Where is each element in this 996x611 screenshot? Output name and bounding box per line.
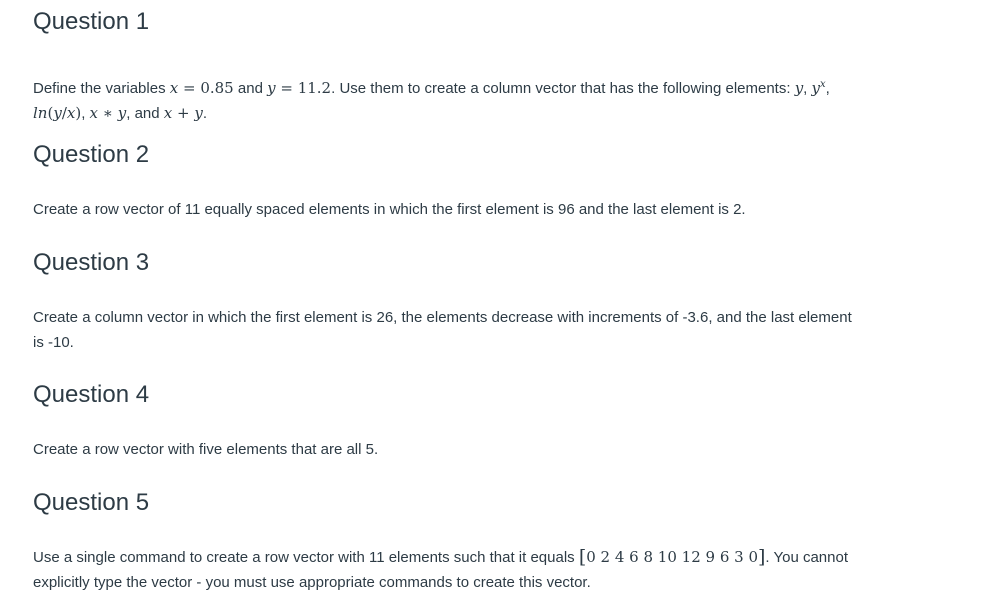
q5-bracket-close: ]	[758, 546, 766, 568]
q1-sum-op: +	[172, 104, 195, 122]
q1-paren-close: )	[75, 104, 82, 122]
q1-ln-x: x	[66, 104, 76, 122]
q5-text-part: Use a single command to create a row vector with 11 elements such that it equals	[33, 549, 579, 566]
question-2-title: Question 2	[33, 141, 150, 168]
q5-bracket-open: [	[578, 546, 587, 568]
q1-math-eq-2: =	[275, 79, 298, 97]
q1-math-y-value: 11.2	[297, 79, 332, 97]
question-4-title: Question 4	[33, 381, 150, 408]
q1-comma-2: ,	[825, 80, 830, 97]
q1-math-y: y	[267, 79, 276, 97]
q1-sum-y: y	[194, 104, 203, 122]
q1-math-x-value: 0.85	[200, 79, 234, 97]
q1-math-x: x	[169, 79, 179, 97]
question-5	[33, 489, 893, 595]
question-4	[33, 381, 893, 462]
q1-prod-op: ∗	[98, 104, 118, 122]
q1-ln-slash: /	[61, 104, 67, 122]
question-3	[33, 249, 893, 355]
question-1-text	[33, 72, 893, 126]
q1-math-eq: =	[178, 79, 201, 97]
question-5-text	[33, 545, 883, 595]
q1-comma: ,	[803, 80, 812, 97]
q1-ln-y: y	[53, 104, 62, 122]
q1-elem-y: y	[794, 79, 804, 97]
q1-comma-3: ,	[81, 105, 90, 122]
question-3-text: Create a column vector in which the first element is 26, the elements decrease with increments of -3.6, and the last element is -10.	[33, 309, 852, 351]
question-2-text: Create a row vector of 11 equally spaced elements in which the first element is 96 and the last element is 2.	[33, 201, 746, 218]
q1-text-part-2: . Use them to create a column vector that has the following elements:	[331, 80, 795, 97]
q1-text-and-2: , and	[126, 105, 164, 122]
q1-period: .	[202, 105, 207, 122]
question-3-title: Question 3	[33, 249, 150, 276]
q1-text-and: and	[233, 80, 268, 97]
q1-elem-y-pow-base: y	[811, 79, 820, 97]
q1-prod-x: x	[89, 104, 99, 122]
q1-elem-y-pow-exp: x	[820, 79, 826, 90]
question-1-title: Question 1	[33, 8, 150, 35]
q1-text-part: Define the variables	[33, 80, 170, 97]
question-5-title: Question 5	[33, 489, 150, 516]
q1-prod-y: y	[117, 104, 127, 122]
q1-elem-ln: ln	[33, 104, 48, 122]
question-4-text: Create a row vector with five elements that are all 5.	[33, 441, 379, 458]
question-2	[33, 141, 893, 222]
q1-paren-open: (	[47, 104, 54, 122]
question-1	[33, 8, 893, 126]
q5-vector-values: 0 2 4 6 8 10 12 9 6 3 0	[586, 548, 758, 566]
q1-sum-x: x	[163, 104, 173, 122]
q5-text-part-2: . You cannot explicitly type the vector - you must use appropriate commands to create this vector.	[33, 549, 849, 591]
